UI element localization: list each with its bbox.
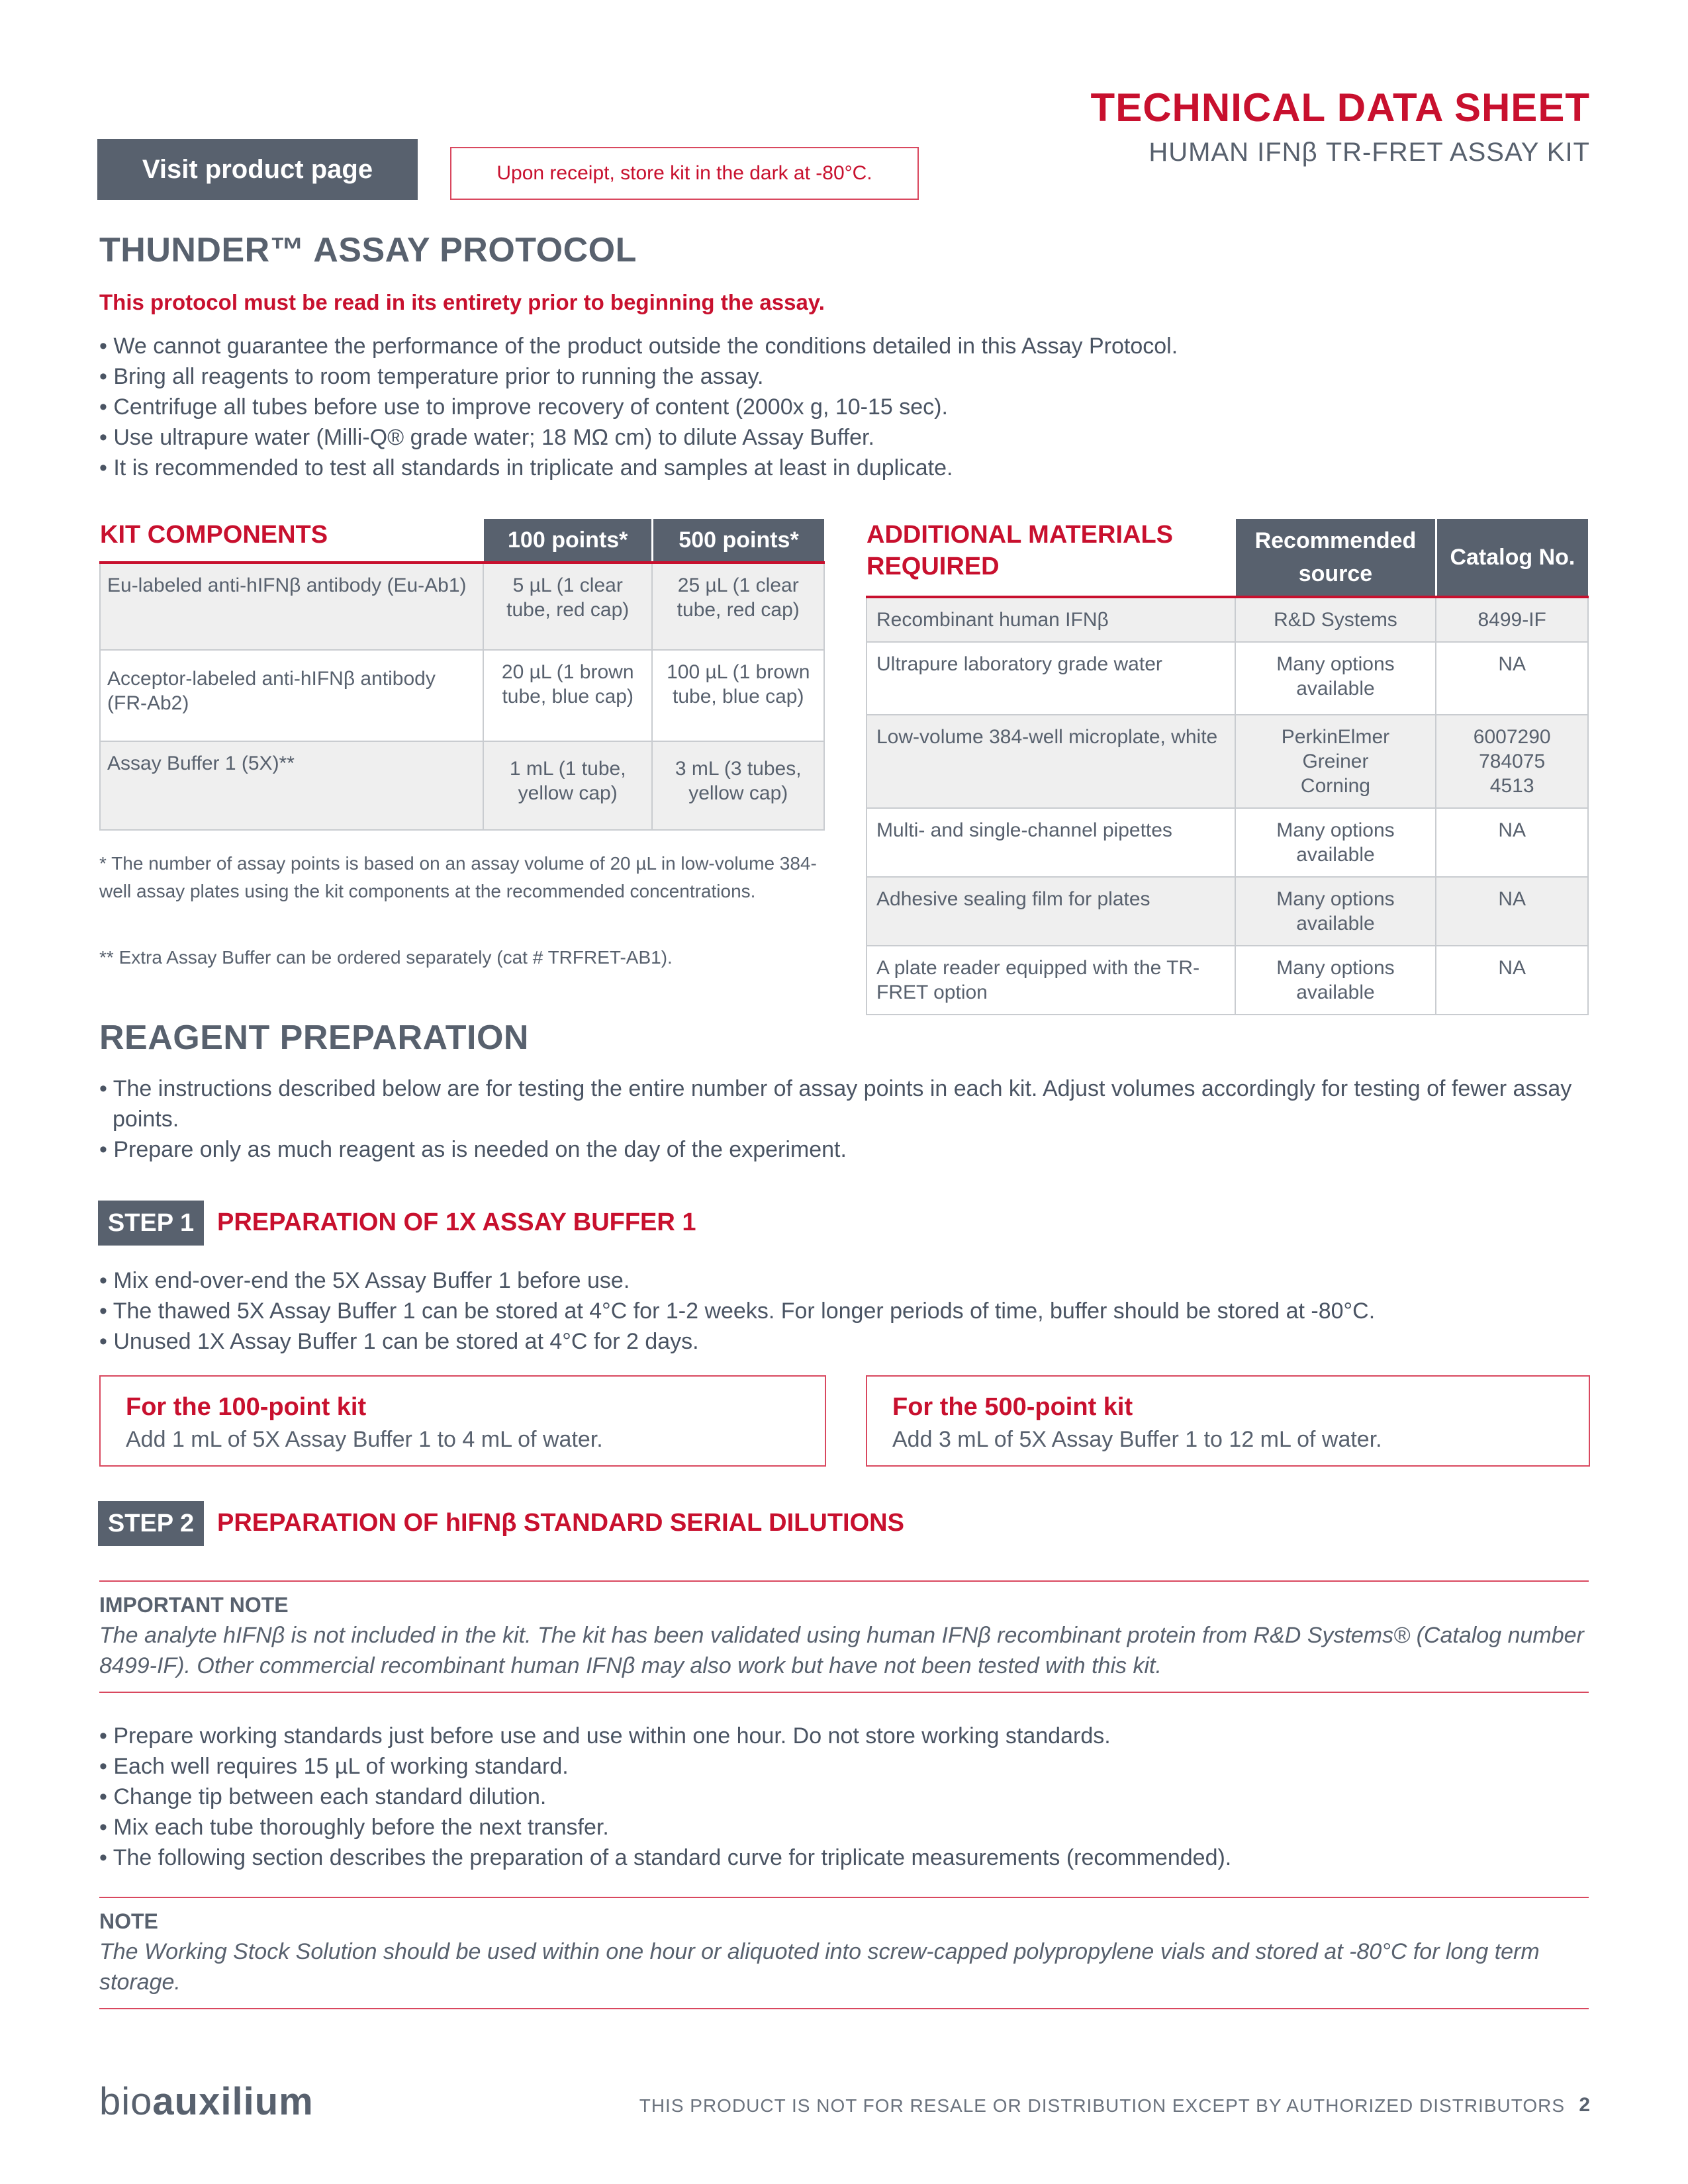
kit-footnote-1: * The number of assay points is based on an assay volume of 20 µL in low-volume 384-well assay plates using the kit components at the recommended concentrations.	[99, 853, 817, 901]
table-row: Low-volume 384-well microplate, white PerkinElmer Greiner Corning 6007290 784075 4513	[867, 715, 1588, 808]
table-row: Adhesive sealing film for plates Many options available NA	[867, 877, 1588, 946]
note-text: The Working Stock Solution should be used within one hour or aliquoted into screw-capped polypropylene vials and stored at -80°C for long term storage.	[99, 1939, 1540, 1995]
important-note-title: IMPORTANT NOTE	[99, 1593, 289, 1617]
list-item: • Use ultrapure water (Milli-Q® grade water; 18 MΩ cm) to dilute Assay Buffer.	[99, 422, 1595, 453]
note	[99, 1897, 1589, 2009]
list-item: • Mix each tube thoroughly before the next transfer.	[99, 1812, 1595, 1843]
table-row: A plate reader equipped with the TR-FRET option Many options available NA	[867, 946, 1588, 1015]
table-row: Ultrapure laboratory grade water Many options available NA	[867, 642, 1588, 715]
reagent-prep-heading: REAGENT PREPARATION	[99, 1019, 529, 1057]
step-1-badge: STEP 1	[98, 1201, 204, 1246]
protocol-warning: This protocol must be read in its entirety prior to beginning the assay.	[99, 290, 825, 314]
kit-100-box	[99, 1375, 826, 1467]
kit-100-text: Add 1 mL of 5X Assay Buffer 1 to 4 mL of water.	[126, 1427, 603, 1452]
step-2-badge: STEP 2	[98, 1501, 204, 1546]
footer-disclaimer: THIS PRODUCT IS NOT FOR RESALE OR DISTRIBUTION EXCEPT BY AUTHORIZED DISTRIBUTORS	[639, 2095, 1565, 2116]
list-item: • Unused 1X Assay Buffer 1 can be stored at 4°C for 2 days.	[99, 1326, 1595, 1357]
list-item: • We cannot guarantee the performance of the product outside the conditions detailed in this Assay Protocol.	[99, 331, 1595, 361]
visit-product-page-button[interactable]: Visit product page	[97, 139, 418, 200]
list-item: • Mix end-over-end the 5X Assay Buffer 1 before use.	[99, 1265, 1595, 1296]
protocol-heading: THUNDER™ ASSAY PROTOCOL	[99, 231, 637, 269]
bioauxilium-logo: bioauxilium	[99, 2080, 314, 2123]
list-item: • The instructions described below are for testing the entire number of assay points in each kit. Adjust volumes accordingly for testing of fewer assay points.	[99, 1073, 1595, 1134]
document-subtitle: HUMAN IFNβ TR-FRET ASSAY KIT	[1149, 138, 1590, 167]
step-1-title: PREPARATION OF 1X ASSAY BUFFER 1	[217, 1208, 696, 1236]
reagent-prep-bullets	[99, 1073, 1595, 1165]
storage-note: Upon receipt, store kit in the dark at -80°C.	[450, 147, 919, 200]
column-header: 500 points*	[652, 519, 824, 563]
column-header: 100 points*	[483, 519, 653, 563]
document-title: TECHNICAL DATA SHEET	[1090, 85, 1590, 130]
kit-100-title: For the 100-point kit	[126, 1393, 367, 1421]
kit-components-heading: KIT COMPONENTS	[100, 521, 328, 549]
table-row: Eu-labeled anti-hIFNβ antibody (Eu-Ab1) 5 µL (1 clear tube, red cap) 25 µL (1 clear tube, red cap)	[100, 563, 824, 650]
column-header: Recommended source	[1235, 519, 1436, 597]
list-item: • Bring all reagents to room temperature prior to running the assay.	[99, 361, 1595, 392]
additional-materials-heading: ADDITIONAL MATERIALS REQUIRED	[867, 521, 1174, 580]
list-item: • Centrifuge all tubes before use to improve recovery of content (2000x g, 10-15 sec).	[99, 392, 1595, 422]
table-row: Assay Buffer 1 (5X)** 1 mL (1 tube, yellow cap) 3 mL (3 tubes, yellow cap)	[100, 741, 824, 830]
important-note	[99, 1580, 1589, 1693]
list-item: • The thawed 5X Assay Buffer 1 can be stored at 4°C for 1-2 weeks. For longer periods of time, buffer should be stored at -80°C.	[99, 1296, 1595, 1326]
page-number: 2	[1579, 2094, 1590, 2116]
additional-materials-table	[866, 519, 1589, 1015]
note-title: NOTE	[99, 1909, 158, 1933]
column-header: Catalog No.	[1436, 519, 1588, 597]
kit-500-box	[866, 1375, 1590, 1467]
protocol-bullets	[99, 331, 1595, 483]
kit-500-text: Add 3 mL of 5X Assay Buffer 1 to 12 mL of water.	[892, 1427, 1382, 1452]
table-row: Multi- and single-channel pipettes Many options available NA	[867, 808, 1588, 877]
step-2-title: PREPARATION OF hIFNβ STANDARD SERIAL DILUTIONS	[217, 1509, 904, 1537]
important-note-text: The analyte hIFNβ is not included in the kit. The kit has been validated using human IFNβ recombinant protein from R&D Systems® (Catalog number 8499-IF). Other commercial recombinant human IFNβ may also work but have not been tested with this kit.	[99, 1623, 1584, 1678]
list-item: • Each well requires 15 µL of working standard.	[99, 1751, 1595, 1782]
table-row: Recombinant human IFNβ R&D Systems 8499-IF	[867, 597, 1588, 642]
kit-components-table	[99, 519, 825, 831]
table-row: Acceptor-labeled anti-hIFNβ antibody (FR-Ab2) 20 µL (1 brown tube, blue cap) 100 µL (1 brown tube, blue cap)	[100, 650, 824, 741]
kit-500-title: For the 500-point kit	[892, 1393, 1133, 1421]
list-item: • The following section describes the preparation of a standard curve for triplicate measurements (recommended).	[99, 1843, 1595, 1873]
step-1-bullets	[99, 1265, 1595, 1357]
step-2-bullets	[99, 1721, 1595, 1873]
kit-footnote-2: ** Extra Assay Buffer can be ordered separately (cat # TRFRET-AB1).	[99, 947, 673, 968]
list-item: • Prepare working standards just before use and use within one hour. Do not store working standards.	[99, 1721, 1595, 1751]
list-item: • It is recommended to test all standards in triplicate and samples at least in duplicate.	[99, 453, 1595, 483]
list-item: • Prepare only as much reagent as is needed on the day of the experiment.	[99, 1134, 1595, 1165]
list-item: • Change tip between each standard dilution.	[99, 1782, 1595, 1812]
